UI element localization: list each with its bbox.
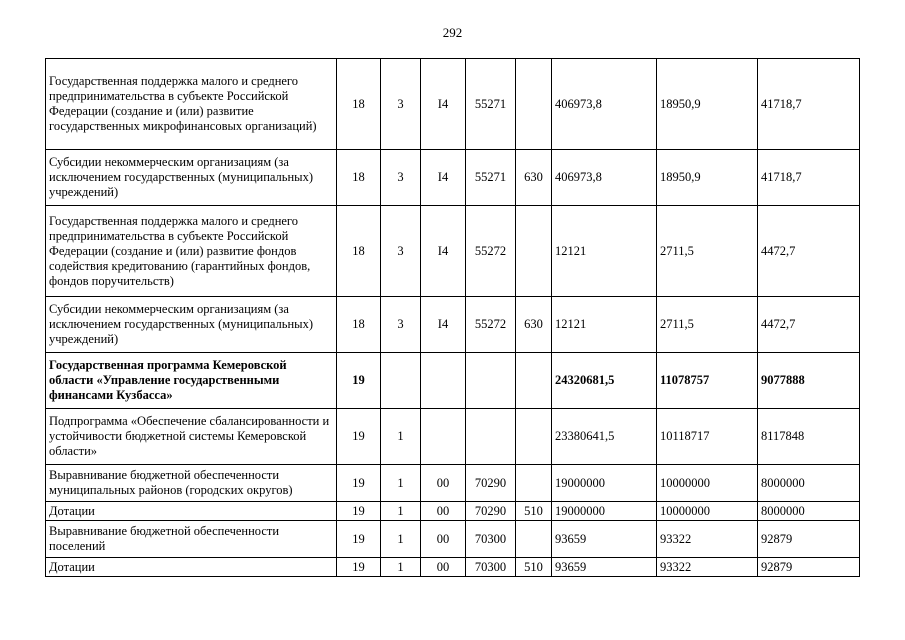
cell-amount-year1: 23380641,5: [552, 409, 657, 465]
cell-amount-year3: 4472,7: [758, 297, 860, 353]
cell-amount-year2: 10118717: [657, 409, 758, 465]
cell-subprogram-code: 1: [381, 465, 421, 502]
cell-amount-year1: 24320681,5: [552, 353, 657, 409]
cell-subprogram-code: [381, 353, 421, 409]
cell-amount-year1: 19000000: [552, 502, 657, 521]
cell-direction-code: [466, 353, 516, 409]
cell-name: Дотации: [46, 502, 337, 521]
cell-event-code: 00: [421, 502, 466, 521]
cell-direction-code: [466, 409, 516, 465]
cell-expense-type: [516, 206, 552, 297]
cell-amount-year3: 9077888: [758, 353, 860, 409]
cell-amount-year3: 4472,7: [758, 206, 860, 297]
cell-subprogram-code: 3: [381, 297, 421, 353]
cell-amount-year2: 18950,9: [657, 150, 758, 206]
cell-amount-year1: 93659: [552, 521, 657, 558]
cell-expense-type: 510: [516, 502, 552, 521]
cell-program-code: 19: [337, 558, 381, 577]
cell-event-code: [421, 409, 466, 465]
cell-program-code: 18: [337, 297, 381, 353]
table-row: [46, 409, 860, 465]
cell-name: Дотации: [46, 558, 337, 577]
cell-expense-type: 630: [516, 150, 552, 206]
cell-expense-type: [516, 409, 552, 465]
cell-amount-year1: 406973,8: [552, 59, 657, 150]
cell-subprogram-code: 1: [381, 521, 421, 558]
cell-program-code: 19: [337, 465, 381, 502]
cell-program-code: 18: [337, 59, 381, 150]
table-row: [46, 150, 860, 206]
table-body: [46, 59, 860, 577]
cell-direction-code: 70300: [466, 558, 516, 577]
cell-amount-year3: 92879: [758, 521, 860, 558]
cell-event-code: I4: [421, 206, 466, 297]
cell-subprogram-code: 3: [381, 59, 421, 150]
cell-direction-code: 55271: [466, 150, 516, 206]
cell-program-code: 19: [337, 502, 381, 521]
cell-subprogram-code: 3: [381, 150, 421, 206]
cell-direction-code: 55272: [466, 297, 516, 353]
cell-amount-year1: 406973,8: [552, 150, 657, 206]
cell-subprogram-code: 1: [381, 409, 421, 465]
cell-subprogram-code: 1: [381, 558, 421, 577]
cell-amount-year1: 93659: [552, 558, 657, 577]
cell-expense-type: [516, 353, 552, 409]
table-row: [46, 558, 860, 577]
table-row: [46, 297, 860, 353]
cell-amount-year3: 8000000: [758, 502, 860, 521]
table-row: [46, 59, 860, 150]
cell-name: Выравнивание бюджетной обеспеченности муниципальных районов (городских округов): [46, 465, 337, 502]
cell-event-code: I4: [421, 150, 466, 206]
cell-amount-year2: 93322: [657, 558, 758, 577]
table-row: [46, 502, 860, 521]
cell-name: Государственная программа Кемеровской области «Управление государственными финансами Кузбасса»: [46, 353, 337, 409]
cell-amount-year2: 2711,5: [657, 297, 758, 353]
cell-event-code: 00: [421, 521, 466, 558]
cell-event-code: 00: [421, 558, 466, 577]
cell-amount-year3: 92879: [758, 558, 860, 577]
cell-expense-type: 510: [516, 558, 552, 577]
cell-direction-code: 70290: [466, 502, 516, 521]
cell-amount-year2: 18950,9: [657, 59, 758, 150]
cell-name: Субсидии некоммерческим организациям (за исключением государственных (муниципальных) учреждений): [46, 297, 337, 353]
cell-expense-type: [516, 465, 552, 502]
cell-event-code: [421, 353, 466, 409]
cell-program-code: 19: [337, 409, 381, 465]
cell-subprogram-code: 3: [381, 206, 421, 297]
cell-direction-code: 70300: [466, 521, 516, 558]
budget-table: [45, 58, 860, 577]
cell-amount-year2: 10000000: [657, 465, 758, 502]
cell-direction-code: 55271: [466, 59, 516, 150]
cell-name: Государственная поддержка малого и среднего предпринимательства в субъекте Российской Федерации (создание и (или) развитие государственных микрофинансовых организаций): [46, 59, 337, 150]
cell-event-code: 00: [421, 465, 466, 502]
cell-amount-year2: 2711,5: [657, 206, 758, 297]
table-row: [46, 206, 860, 297]
cell-expense-type: [516, 521, 552, 558]
cell-amount-year3: 41718,7: [758, 150, 860, 206]
cell-program-code: 19: [337, 353, 381, 409]
cell-name: Подпрограмма «Обеспечение сбалансированности и устойчивости бюджетной системы Кемеровской области»: [46, 409, 337, 465]
cell-amount-year2: 93322: [657, 521, 758, 558]
cell-name: Государственная поддержка малого и среднего предпринимательства в субъекте Российской Федерации (создание и (или) развитие фондов содействия кредитованию (гарантийных фондов, фондов поручительств): [46, 206, 337, 297]
cell-amount-year3: 41718,7: [758, 59, 860, 150]
cell-amount-year1: 19000000: [552, 465, 657, 502]
cell-direction-code: 70290: [466, 465, 516, 502]
cell-direction-code: 55272: [466, 206, 516, 297]
cell-program-code: 18: [337, 150, 381, 206]
table-row: [46, 521, 860, 558]
cell-program-code: 18: [337, 206, 381, 297]
table-row: [46, 465, 860, 502]
cell-amount-year2: 10000000: [657, 502, 758, 521]
cell-amount-year2: 11078757: [657, 353, 758, 409]
page-number: 292: [442, 25, 463, 40]
cell-name: Субсидии некоммерческим организациям (за исключением государственных (муниципальных) учреждений): [46, 150, 337, 206]
cell-amount-year3: 8000000: [758, 465, 860, 502]
cell-expense-type: 630: [516, 297, 552, 353]
cell-event-code: I4: [421, 59, 466, 150]
cell-subprogram-code: 1: [381, 502, 421, 521]
table-row: [46, 353, 860, 409]
cell-amount-year1: 12121: [552, 297, 657, 353]
cell-amount-year1: 12121: [552, 206, 657, 297]
cell-event-code: I4: [421, 297, 466, 353]
cell-program-code: 19: [337, 521, 381, 558]
cell-amount-year3: 8117848: [758, 409, 860, 465]
cell-name: Выравнивание бюджетной обеспеченности поселений: [46, 521, 337, 558]
cell-expense-type: [516, 59, 552, 150]
